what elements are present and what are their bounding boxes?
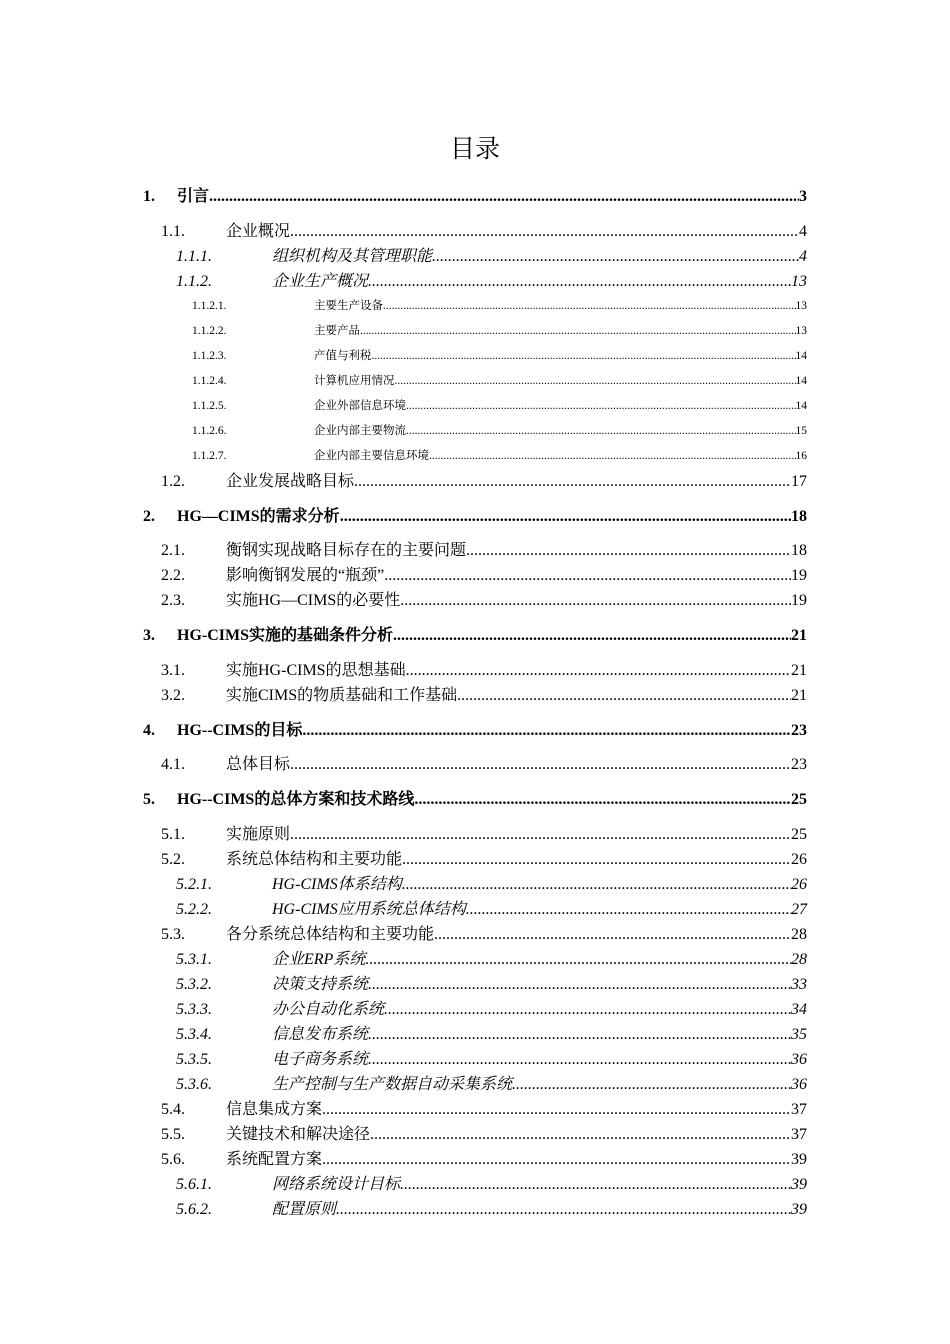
toc-entry-page: 25 xyxy=(791,791,807,808)
toc-entry-label: 组织机构及其管理职能 xyxy=(272,247,433,265)
toc-entry-page: 34 xyxy=(791,1000,807,1018)
toc-entry-number: 2.2. xyxy=(161,567,185,584)
toc-entry-number: 1.1.2.3. xyxy=(192,349,227,362)
toc-entry-page: 19 xyxy=(791,592,807,609)
toc-entry-page: 18 xyxy=(791,542,807,559)
toc-entry-label: 企业内部主要物流 xyxy=(314,424,406,437)
toc-entry-5-3-3[interactable] xyxy=(143,997,807,1022)
toc-entry-label: 决策支持系统 xyxy=(272,975,369,993)
toc-entry-label: 办公自动化系统 xyxy=(272,1000,385,1018)
toc-entry-5-3[interactable] xyxy=(143,922,807,947)
toc-entry-5-6-1[interactable] xyxy=(143,1172,807,1197)
toc-entry-label: 影响衡钢发展的“瓶颈” xyxy=(226,567,385,584)
toc-entry-number: 1.1. xyxy=(161,222,185,240)
toc-entry-number: 5.2.1. xyxy=(176,875,212,893)
toc-entry-2-1[interactable] xyxy=(143,538,807,563)
toc-entry-5-1[interactable] xyxy=(143,822,807,847)
toc-entry-5-3-1[interactable] xyxy=(143,947,807,972)
toc-entry-number: 5.6.2. xyxy=(176,1200,212,1218)
dot-leader xyxy=(368,269,791,294)
toc-entry-number: 5.4. xyxy=(161,1100,185,1118)
toc-entry-label: 企业内部主要信息环境 xyxy=(314,449,429,462)
toc-entry-page: 23 xyxy=(791,721,807,739)
toc-entry-label: HG-CIMS体系结构 xyxy=(272,875,402,893)
toc-entry-page: 36 xyxy=(791,1075,807,1093)
toc-entry-page: 13 xyxy=(795,324,807,337)
dot-leader xyxy=(368,1047,791,1072)
toc-entry-1-1-2-2[interactable] xyxy=(143,319,807,344)
toc-entry-1-1-2-7[interactable] xyxy=(143,444,807,469)
dot-leader xyxy=(322,1147,791,1172)
dot-leader xyxy=(432,244,799,269)
toc-entry-label: 主要产品 xyxy=(314,324,360,337)
toc-entry-label: 系统总体结构和主要功能 xyxy=(226,850,403,868)
toc-entry-label: 实施HG—CIMS的必要性 xyxy=(226,592,401,609)
toc-entry-label: 配置原则 xyxy=(272,1200,337,1218)
dot-leader xyxy=(322,1097,791,1122)
toc-entry-1-1-2-1[interactable] xyxy=(143,294,807,319)
toc-entry-number: 4.1. xyxy=(161,756,185,773)
toc-entry-label: 产值与利税 xyxy=(314,349,372,362)
toc-entry-number: 5.3. xyxy=(161,925,185,943)
toc-entry-label: 关键技术和解决途径 xyxy=(226,1125,371,1143)
toc-entry-page: 39 xyxy=(791,1150,807,1168)
toc-entry-number: 1.1.2.7. xyxy=(192,449,227,462)
toc-entry-5-4[interactable] xyxy=(143,1097,807,1122)
toc-entry-number: 5.2. xyxy=(161,850,185,868)
toc-entry-1-1-1[interactable] xyxy=(143,244,807,269)
toc-entry-number: 5.3.4. xyxy=(176,1025,212,1043)
toc-entry-number: 5.6.1. xyxy=(176,1175,212,1193)
toc-entry-page: 25 xyxy=(791,825,807,843)
dot-leader xyxy=(512,1072,791,1097)
toc-entry-5-2[interactable] xyxy=(143,847,807,872)
toc-entry-number: 2.3. xyxy=(161,592,185,609)
dot-leader xyxy=(384,563,791,588)
toc-entry-number: 5.2.2. xyxy=(176,900,212,918)
dot-leader xyxy=(406,419,796,444)
toc-entry-label: 实施CIMS的物质基础和工作基础 xyxy=(226,686,458,704)
toc-entry-1-1[interactable] xyxy=(143,219,807,244)
dot-leader xyxy=(372,344,796,369)
toc-entry-page: 14 xyxy=(795,399,807,412)
toc-entry-label: 衡钢实现战略目标存在的主要问题 xyxy=(226,542,467,559)
dot-leader xyxy=(434,922,791,947)
dot-leader xyxy=(360,319,796,344)
dot-leader xyxy=(370,1122,791,1147)
dot-leader xyxy=(402,847,791,872)
toc-entry-5-3-4[interactable] xyxy=(143,1022,807,1047)
toc-entry-label: 企业概况 xyxy=(226,222,291,240)
toc-entry-label: 生产控制与生产数据自动采集系统 xyxy=(272,1075,513,1093)
toc-entry-page: 26 xyxy=(791,875,807,893)
dot-leader xyxy=(466,897,791,922)
toc-title: 目录 xyxy=(449,136,500,163)
dot-leader xyxy=(383,294,796,319)
toc-entry-number: 1.1.2.4. xyxy=(192,374,227,387)
toc-entry-number: 1. xyxy=(143,188,155,205)
toc-entry-5-5[interactable] xyxy=(143,1122,807,1147)
dot-leader xyxy=(406,394,796,419)
toc-entry-number: 5.3.1. xyxy=(176,950,212,968)
dot-leader xyxy=(209,184,799,210)
toc-entry-label: 系统配置方案 xyxy=(226,1150,323,1168)
dot-leader xyxy=(302,718,791,744)
toc-entry-number: 1.1.2.2. xyxy=(192,324,227,337)
toc-entry-2-3[interactable] xyxy=(143,588,807,613)
toc-entry-label: 企业ERP系统 xyxy=(272,950,366,968)
toc-entry-number: 4. xyxy=(143,721,155,739)
toc-entry-label: 信息集成方案 xyxy=(226,1100,323,1118)
toc-entry-5-6[interactable] xyxy=(143,1147,807,1172)
toc-entry-1-1-2-6[interactable] xyxy=(143,419,807,444)
toc-entry-page: 4 xyxy=(799,222,807,240)
dot-leader xyxy=(393,623,791,649)
toc-entry-5-2-2[interactable] xyxy=(143,897,807,922)
toc-entry-page: 21 xyxy=(791,661,807,679)
dot-leader xyxy=(414,787,791,813)
toc-entry-number: 5. xyxy=(143,791,155,808)
toc-entry-page: 16 xyxy=(795,449,807,462)
toc-entry-number: 1.1.2. xyxy=(176,272,212,290)
dot-leader xyxy=(400,588,791,613)
toc-entry-1-1-2-3[interactable] xyxy=(143,344,807,369)
toc-entry-2[interactable] xyxy=(143,504,807,539)
toc-entry-page: 15 xyxy=(795,424,807,437)
toc-entry-page: 4 xyxy=(799,247,807,265)
toc-entry-5[interactable] xyxy=(143,787,807,822)
toc-entry-label: 企业外部信息环境 xyxy=(314,399,406,412)
toc-entry-number: 1.2. xyxy=(161,472,185,490)
toc-entry-5-3-6[interactable] xyxy=(143,1072,807,1097)
toc-entry-label: HG--CIMS的总体方案和技术路线 xyxy=(177,791,415,808)
toc-entry-number: 5.3.2. xyxy=(176,975,212,993)
toc-entry-1-1-2-4[interactable] xyxy=(143,369,807,394)
dot-leader xyxy=(406,658,791,683)
toc-entry-page: 37 xyxy=(791,1100,807,1118)
toc-entry-5-3-5[interactable] xyxy=(143,1047,807,1072)
toc-entry-page: 33 xyxy=(791,975,807,993)
toc-entry-page: 3 xyxy=(799,188,807,205)
toc-entry-4-1[interactable] xyxy=(143,752,807,777)
dot-leader xyxy=(368,1022,791,1047)
toc-entry-1-1-2-5[interactable] xyxy=(143,394,807,419)
dot-leader xyxy=(354,469,791,494)
toc-entry-page: 27 xyxy=(791,900,807,918)
toc-entry-page: 13 xyxy=(791,272,807,290)
toc-entry-label: HG--CIMS的目标 xyxy=(177,721,303,739)
toc-entry-page: 13 xyxy=(795,299,807,312)
toc-entry-label: 企业生产概况 xyxy=(272,272,369,290)
toc-entry-number: 1.1.1. xyxy=(176,247,212,265)
toc-entry-3[interactable] xyxy=(143,623,807,658)
toc-entry-label: 企业发展战略目标 xyxy=(226,472,355,490)
toc-entry-number: 5.3.5. xyxy=(176,1050,212,1068)
dot-leader xyxy=(429,444,796,469)
toc-entry-label: HG-CIMS应用系统总体结构 xyxy=(272,900,466,918)
toc-entry-5-6-2[interactable] xyxy=(143,1197,807,1222)
toc-entry-label: 主要生产设备 xyxy=(314,299,383,312)
toc-entry-page: 23 xyxy=(791,756,807,773)
toc-entry-label: 各分系统总体结构和主要功能 xyxy=(226,925,435,943)
toc-entry-label: 实施HG-CIMS的思想基础 xyxy=(226,661,406,679)
toc-entry-label: 网络系统设计目标 xyxy=(272,1175,401,1193)
toc-entry-3-2[interactable] xyxy=(143,683,807,708)
toc-entry-page: 14 xyxy=(795,374,807,387)
toc-entry-page: 39 xyxy=(791,1175,807,1193)
toc-entry-page: 17 xyxy=(791,472,807,490)
dot-leader xyxy=(395,369,796,394)
toc-entry-page: 26 xyxy=(791,850,807,868)
dot-leader xyxy=(384,997,791,1022)
toc-entry-number: 5.3.6. xyxy=(176,1075,212,1093)
toc-entry-number: 3. xyxy=(143,627,155,644)
table-of-contents xyxy=(143,184,807,1222)
toc-entry-number: 5.3.3. xyxy=(176,1000,212,1018)
toc-entry-page: 39 xyxy=(791,1200,807,1218)
toc-entry-label: 电子商务系统 xyxy=(272,1050,369,1068)
dot-leader xyxy=(365,947,791,972)
dot-leader xyxy=(402,872,791,897)
toc-entry-label: 实施原则 xyxy=(226,825,291,843)
toc-entry-page: 21 xyxy=(791,627,807,644)
toc-entry-1-2[interactable] xyxy=(143,469,807,494)
toc-entry-page: 35 xyxy=(791,1025,807,1043)
dot-leader xyxy=(290,219,799,244)
toc-entry-number: 2.1. xyxy=(161,542,185,559)
toc-entry-number: 1.1.2.5. xyxy=(192,399,227,412)
toc-entry-page: 28 xyxy=(791,950,807,968)
toc-entry-number: 3.1. xyxy=(161,661,185,679)
dot-leader xyxy=(400,1172,791,1197)
toc-entry-number: 1.1.2.6. xyxy=(192,424,227,437)
dot-leader xyxy=(290,822,791,847)
toc-entry-number: 1.1.2.1. xyxy=(192,299,227,312)
toc-entry-page: 21 xyxy=(791,686,807,704)
toc-entry-page: 36 xyxy=(791,1050,807,1068)
dot-leader xyxy=(290,752,791,777)
toc-entry-4[interactable] xyxy=(143,718,807,753)
toc-entry-5-2-1[interactable] xyxy=(143,872,807,897)
toc-entry-number: 2. xyxy=(143,507,155,525)
toc-entry-number: 5.6. xyxy=(161,1150,185,1168)
toc-entry-label: 总体目标 xyxy=(226,756,291,773)
toc-entry-number: 5.1. xyxy=(161,825,185,843)
toc-entry-number: 5.5. xyxy=(161,1125,185,1143)
toc-entry-label: HG-CIMS实施的基础条件分析 xyxy=(177,627,394,644)
toc-entry-1[interactable] xyxy=(143,184,807,219)
toc-entry-label: HG—CIMS的需求分析 xyxy=(177,507,340,525)
dot-leader xyxy=(457,683,791,708)
dot-leader xyxy=(340,504,791,530)
toc-entry-1-1-2[interactable] xyxy=(143,269,807,294)
toc-entry-page: 28 xyxy=(791,925,807,943)
toc-entry-5-3-2[interactable] xyxy=(143,972,807,997)
toc-entry-2-2[interactable] xyxy=(143,563,807,588)
toc-entry-label: 计算机应用情况 xyxy=(314,374,395,387)
dot-leader xyxy=(466,538,791,563)
dot-leader xyxy=(336,1197,791,1222)
dot-leader xyxy=(368,972,791,997)
toc-entry-label: 引言 xyxy=(177,188,210,205)
toc-entry-page: 19 xyxy=(791,567,807,584)
toc-entry-3-1[interactable] xyxy=(143,658,807,683)
toc-entry-page: 18 xyxy=(791,507,807,525)
toc-entry-page: 37 xyxy=(791,1125,807,1143)
toc-entry-label: 信息发布系统 xyxy=(272,1025,369,1043)
toc-entry-number: 3.2. xyxy=(161,686,185,704)
toc-entry-page: 14 xyxy=(795,349,807,362)
